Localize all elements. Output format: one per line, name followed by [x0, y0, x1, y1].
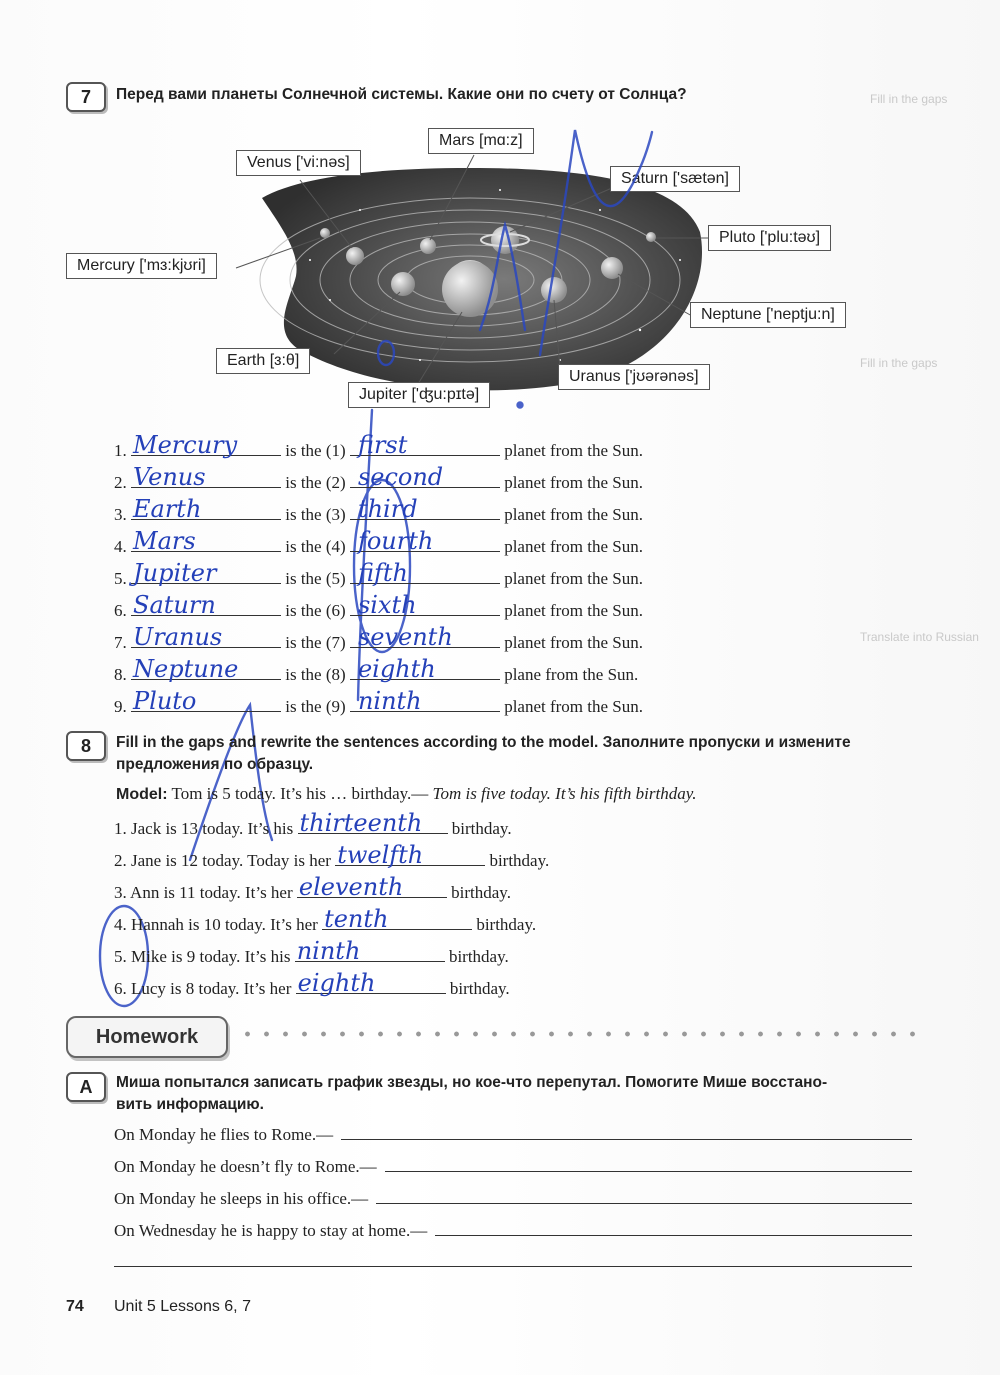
homework-answer-blank[interactable] [385, 1157, 912, 1172]
ex8-row [114, 809, 512, 839]
ex7-row [114, 431, 643, 461]
row-number: 3. [114, 505, 127, 524]
handwritten-ordinal: third [357, 495, 418, 523]
handwritten-ordinal: twelfth [337, 841, 424, 869]
homework-instruction-line2: вить информацию. [116, 1096, 264, 1113]
is-the-text: is the [285, 633, 322, 652]
bleed-through-text: Fill in the gaps [860, 356, 938, 370]
ordinal-answer-blank[interactable] [350, 527, 500, 555]
tail-text: planet from the Sun. [504, 601, 643, 620]
ordinal-number: (4) [325, 537, 346, 556]
homework-sentence: On Wednesday he is happy to stay at home.— [114, 1221, 428, 1240]
row-number: 9. [114, 697, 127, 716]
handwritten-ordinal: first [357, 431, 408, 459]
ex7-row [114, 655, 639, 685]
pen-stroke [540, 130, 652, 355]
homework-answer-blank[interactable] [376, 1189, 912, 1204]
unit-lessons: Unit 5 Lessons 6, 7 [114, 1298, 251, 1315]
birthday-answer-blank[interactable] [298, 809, 448, 837]
ex7-row [114, 687, 643, 717]
label-venus: Venus ['vi:nəs] [236, 150, 361, 176]
pen-dot [518, 403, 523, 408]
model-sentence [116, 784, 697, 804]
ordinal-number: (6) [325, 601, 346, 620]
homework-instruction-line1: Миша попытался записать график звезды, но кое-что перепутал. Помогите Мише восстано- [116, 1074, 828, 1091]
ordinal-number: (5) [325, 569, 346, 588]
row-number: 4. [114, 537, 127, 556]
is-the-text: is the [285, 473, 322, 492]
label-earth: Earth [ɜ:θ] [216, 348, 310, 374]
birthday-answer-blank[interactable] [335, 841, 485, 869]
is-the-text: is the [285, 537, 322, 556]
sentence-text: 6. Lucy is 8 today. It’s her [114, 979, 292, 998]
ordinal-number: (8) [325, 665, 346, 684]
row-number: 2. [114, 473, 127, 492]
tail-text: planet from the Sun. [504, 569, 643, 588]
sentence-text: 4. Hannah is 10 today. It’s her [114, 915, 318, 934]
birthday-text: birthday. [489, 851, 550, 870]
pen-stroke [378, 341, 394, 365]
label-jupiter: Jupiter ['ʤu:pɪtə] [348, 382, 490, 408]
bleed-through-text: Fill in the gaps [870, 92, 948, 106]
handwritten-ordinal: second [357, 463, 444, 491]
planet-answer-blank[interactable] [131, 559, 281, 587]
homework-line [114, 1125, 912, 1145]
birthday-text: birthday. [448, 947, 509, 966]
ex7-row [114, 591, 643, 621]
homework-sentence: On Monday he flies to Rome.— [114, 1125, 334, 1144]
is-the-text: is the [285, 505, 322, 524]
homework-task-letter: A [66, 1072, 106, 1102]
sentence-text: 2. Jane is 12 today. Today is her [114, 851, 331, 870]
handwritten-ordinal: sixth [357, 591, 417, 619]
handwritten-planet: Saturn [133, 591, 216, 619]
birthday-text: birthday. [449, 979, 510, 998]
birthday-text: birthday. [451, 883, 511, 902]
ex7-row [114, 559, 643, 589]
handwritten-ordinal: tenth [324, 905, 389, 933]
ordinal-number: (1) [325, 441, 346, 460]
row-number: 6. [114, 601, 127, 620]
homework-line [114, 1157, 912, 1177]
pen-stroke [480, 225, 525, 330]
handwritten-ordinal: fourth [357, 527, 434, 555]
handwritten-ordinal: thirteenth [299, 809, 423, 837]
exercise-7-instruction: Перед вами планеты Солнечной системы. Какие они по счету от Солнца? [116, 86, 687, 103]
homework-answer-blank[interactable] [435, 1221, 912, 1236]
sentence-text: 1. Jack is 13 today. It’s his [114, 819, 294, 838]
handwritten-planet: Mercury [133, 431, 238, 459]
ordinal-answer-blank[interactable] [350, 623, 500, 651]
handwritten-ordinal: seventh [357, 623, 453, 651]
handwritten-ordinal: eleventh [298, 873, 404, 901]
model-answer: Tom is five today. It’s his fifth birthday. [432, 784, 697, 803]
tail-text: planet from the Sun. [504, 505, 643, 524]
ordinal-answer-blank[interactable] [350, 655, 500, 683]
answer-line [114, 1266, 912, 1267]
handwritten-planet: Earth [133, 495, 202, 523]
handwritten-ordinal: ninth [296, 937, 361, 965]
handwritten-planet: Jupiter [133, 559, 217, 587]
label-mercury: Mercury ['mɜ:kjʊri] [66, 253, 217, 279]
ordinal-answer-blank[interactable] [350, 495, 500, 523]
ex8-row [114, 905, 537, 935]
tail-text: planet from the Sun. [504, 441, 643, 460]
ordinal-answer-blank[interactable] [350, 463, 500, 491]
bleed-through-text: Translate into Russian [860, 630, 979, 644]
ordinal-number: (7) [325, 633, 346, 652]
ex8-row [114, 969, 510, 999]
ex8-row [114, 841, 550, 871]
exercise-8-instruction-line2: предложения по образцу. [116, 756, 314, 773]
ordinal-answer-blank[interactable] [350, 431, 500, 459]
planet-answer-blank[interactable] [131, 527, 281, 555]
birthday-text: birthday. [451, 819, 512, 838]
birthday-answer-blank[interactable] [297, 873, 447, 901]
handwritten-ordinal: eighth [357, 655, 436, 683]
homework-answer-blank[interactable] [341, 1125, 912, 1140]
label-uranus: Uranus ['jʊərənəs] [558, 364, 710, 390]
handwritten-planet: Neptune [133, 655, 239, 683]
dotted-divider [238, 1030, 928, 1038]
handwritten-planet: Mars [133, 527, 196, 555]
ex7-row [114, 495, 643, 525]
handwritten-ordinal: ninth [357, 687, 422, 715]
birthday-text: birthday. [476, 915, 537, 934]
handwritten-planet: Uranus [133, 623, 223, 651]
ordinal-answer-blank[interactable] [350, 687, 500, 715]
handwritten-ordinal: eighth [297, 969, 376, 997]
homework-sentence: On Monday he doesn’t fly to Rome.— [114, 1157, 377, 1176]
handwritten-planet: Venus [133, 463, 206, 491]
ordinal-number: (3) [325, 505, 346, 524]
page-number: 74 [66, 1298, 84, 1315]
sentence-text: 5. Mike is 9 today. It’s his [114, 947, 291, 966]
is-the-text: is the [285, 441, 322, 460]
row-number: 5. [114, 569, 127, 588]
planet-answer-blank[interactable] [131, 495, 281, 523]
row-number: 1. [114, 441, 127, 460]
row-number: 7. [114, 633, 127, 652]
ex7-row [114, 463, 643, 493]
exercise-8-instruction-line1: Fill in the gaps and rewrite the sentences according to the model. Заполните пропуски и измените [116, 734, 851, 751]
planet-answer-blank[interactable] [131, 431, 281, 459]
birthday-answer-blank[interactable] [296, 969, 446, 997]
ex8-row [114, 937, 509, 967]
handwritten-ordinal: fifth [357, 559, 408, 587]
planet-answer-blank[interactable] [131, 463, 281, 491]
tail-text: planet from the Sun. [504, 633, 643, 652]
birthday-answer-blank[interactable] [322, 905, 472, 933]
label-saturn: Saturn ['sætən] [610, 166, 740, 192]
planet-answer-blank[interactable] [131, 591, 281, 619]
model-text: Tom is 5 today. It’s his … birthday.— [171, 784, 429, 803]
exercise-7-number: 7 [66, 82, 106, 112]
is-the-text: is the [285, 665, 322, 684]
row-number: 8. [114, 665, 127, 684]
homework-tab: Homework [66, 1016, 228, 1058]
homework-line [114, 1221, 912, 1241]
label-neptune: Neptune ['neptju:n] [690, 302, 846, 328]
tail-text: planet from the Sun. [504, 697, 643, 716]
planet-answer-blank[interactable] [131, 687, 281, 715]
tail-text: plane from the Sun. [504, 665, 639, 684]
exercise-8-number: 8 [66, 731, 106, 761]
homework-sentence: On Monday he sleeps in his office.— [114, 1189, 369, 1208]
is-the-text: is the [285, 601, 322, 620]
model-label: Model: [116, 786, 168, 803]
ordinal-number: (2) [325, 473, 346, 492]
ex7-row [114, 623, 643, 653]
tail-text: planet from the Sun. [504, 473, 643, 492]
is-the-text: is the [285, 569, 322, 588]
ordinal-number: (9) [325, 697, 346, 716]
birthday-answer-blank[interactable] [295, 937, 445, 965]
ordinal-answer-blank[interactable] [350, 591, 500, 619]
handwritten-planet: Pluto [133, 687, 197, 715]
homework-line [114, 1189, 912, 1209]
ex7-row [114, 527, 643, 557]
label-mars: Mars [mɑ:z] [428, 128, 534, 154]
planet-answer-blank[interactable] [131, 655, 281, 683]
sentence-text: 3. Ann is 11 today. It’s her [114, 883, 293, 902]
planet-answer-blank[interactable] [131, 623, 281, 651]
label-pluto: Pluto ['plu:təʊ] [708, 225, 831, 251]
is-the-text: is the [285, 697, 322, 716]
ex8-row [114, 873, 511, 903]
tail-text: planet from the Sun. [504, 537, 643, 556]
ordinal-answer-blank[interactable] [350, 559, 500, 587]
